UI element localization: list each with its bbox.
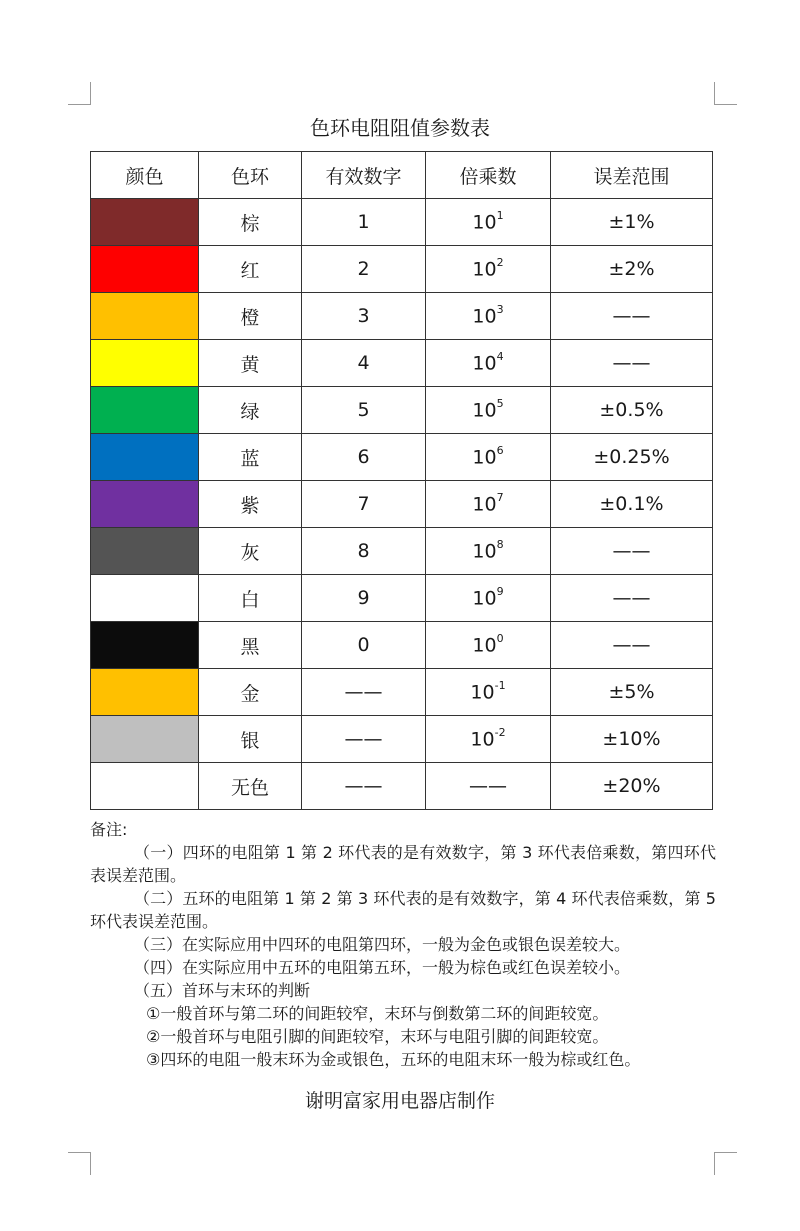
band-name: 红 <box>199 246 302 293</box>
multiplier-base: —— <box>469 775 507 797</box>
multiplier-base: 10 <box>472 446 497 469</box>
color-code-table <box>90 151 713 810</box>
page-title: 色环电阻阻值参数表 <box>310 116 490 140</box>
multiplier-base: 10 <box>472 587 497 610</box>
band-name: 黄 <box>199 340 302 387</box>
color-swatch-cell <box>91 293 199 340</box>
note-paragraph: （四）在实际应用中五环的电阻第五环，一般为棕色或红色误差较小。 <box>134 958 631 977</box>
digit-value: —— <box>302 763 426 810</box>
multiplier-base: 10 <box>472 399 497 422</box>
color-swatch <box>91 669 198 715</box>
color-swatch-cell <box>91 622 199 669</box>
color-swatch-cell <box>91 763 199 810</box>
multiplier-exponent: 0 <box>496 631 504 645</box>
color-swatch-cell <box>91 434 199 481</box>
header-band: 色环 <box>199 152 302 199</box>
color-swatch <box>91 387 198 433</box>
multiplier-value <box>426 246 551 293</box>
tolerance-value: ±2% <box>551 246 713 293</box>
multiplier-base: 10 <box>470 728 495 751</box>
table-header-row <box>91 152 713 199</box>
multiplier-exponent: -2 <box>494 725 506 739</box>
color-swatch-cell <box>91 481 199 528</box>
band-name: 金 <box>199 669 302 716</box>
note-paragraph: （三）在实际应用中四环的电阻第四环，一般为金色或银色误差较大。 <box>134 935 631 954</box>
header-digit: 有效数字 <box>302 152 426 199</box>
multiplier-value <box>426 716 551 763</box>
multiplier-exponent: 6 <box>496 443 504 457</box>
header-tolerance: 误差范围 <box>551 152 713 199</box>
multiplier-base: 10 <box>472 493 497 516</box>
digit-value: 6 <box>302 434 426 481</box>
digit-value: 3 <box>302 293 426 340</box>
multiplier-value <box>426 763 551 810</box>
tolerance-value: ±10% <box>551 716 713 763</box>
footer-credit: 谢明富家用电器店制作 <box>304 1090 495 1112</box>
tolerance-value: ±0.1% <box>551 481 713 528</box>
table-row <box>91 669 713 716</box>
multiplier-base: 10 <box>472 634 497 657</box>
tolerance-value: ±0.25% <box>551 434 713 481</box>
digit-value: 7 <box>302 481 426 528</box>
tolerance-value: —— <box>551 622 713 669</box>
table-row <box>91 434 713 481</box>
color-swatch <box>91 716 198 762</box>
digit-value: 8 <box>302 528 426 575</box>
table-row <box>91 293 713 340</box>
multiplier-base: 10 <box>472 352 497 375</box>
tolerance-value: —— <box>551 293 713 340</box>
band-name: 无色 <box>199 763 302 810</box>
band-name: 白 <box>199 575 302 622</box>
multiplier-exponent: 1 <box>496 208 504 222</box>
color-swatch <box>91 293 198 339</box>
multiplier-exponent: 9 <box>496 584 504 598</box>
table-row <box>91 528 713 575</box>
note-paragraph: （一）四环的电阻第 1 第 2 环代表的是有效数字，第 3 环代表倍乘数，第四环代表误差范围。 <box>90 843 716 885</box>
multiplier-exponent: 2 <box>496 255 504 269</box>
crop-mark-top-right <box>714 82 737 105</box>
digit-value: —— <box>302 716 426 763</box>
multiplier-exponent: 8 <box>496 537 504 551</box>
color-swatch <box>91 246 198 292</box>
digit-value: 5 <box>302 387 426 434</box>
color-swatch-cell <box>91 575 199 622</box>
color-swatch-cell <box>91 528 199 575</box>
color-swatch-cell <box>91 246 199 293</box>
band-name: 黑 <box>199 622 302 669</box>
multiplier-base: 10 <box>472 540 497 563</box>
color-swatch <box>91 481 198 527</box>
digit-value: 9 <box>302 575 426 622</box>
notes-section <box>90 818 716 1071</box>
multiplier-value <box>426 340 551 387</box>
tolerance-value: —— <box>551 575 713 622</box>
multiplier-base: 10 <box>470 681 495 704</box>
color-swatch <box>91 622 198 668</box>
header-multiplier: 倍乘数 <box>426 152 551 199</box>
multiplier-base: 10 <box>472 305 497 328</box>
multiplier-base: 10 <box>472 258 497 281</box>
color-swatch-cell <box>91 387 199 434</box>
table-row <box>91 716 713 763</box>
multiplier-exponent: 4 <box>496 349 504 363</box>
multiplier-exponent: 5 <box>496 396 504 410</box>
multiplier-value <box>426 387 551 434</box>
color-swatch <box>91 199 198 245</box>
table-row <box>91 622 713 669</box>
tolerance-value: —— <box>551 340 713 387</box>
color-swatch-cell <box>91 199 199 246</box>
table-row <box>91 246 713 293</box>
digit-value: 0 <box>302 622 426 669</box>
multiplier-exponent: 7 <box>496 490 504 504</box>
multiplier-value <box>426 481 551 528</box>
multiplier-value <box>426 669 551 716</box>
color-swatch <box>91 528 198 574</box>
band-name: 橙 <box>199 293 302 340</box>
digit-value: 1 <box>302 199 426 246</box>
digit-value: 2 <box>302 246 426 293</box>
table-row <box>91 481 713 528</box>
note-subitem: ②一般首环与电阻引脚的间距较窄，末环与电阻引脚的间距较宽。 <box>146 1027 609 1046</box>
tolerance-value: ±20% <box>551 763 713 810</box>
color-swatch-cell <box>91 340 199 387</box>
color-swatch <box>91 434 198 480</box>
crop-mark-top-left <box>68 82 91 105</box>
band-name: 紫 <box>199 481 302 528</box>
multiplier-value <box>426 434 551 481</box>
band-name: 灰 <box>199 528 302 575</box>
note-subitem: ①一般首环与第二环的间距较窄，末环与倒数第二环的间距较宽。 <box>146 1004 609 1023</box>
table-row <box>91 199 713 246</box>
crop-mark-bottom-right <box>714 1152 737 1175</box>
note-paragraph: （二）五环的电阻第 1 第 2 第 3 环代表的是有效数字，第 4 环代表倍乘数，第 5 环代表误差范围。 <box>90 889 716 931</box>
notes-heading: 备注: <box>90 820 128 839</box>
multiplier-base: 10 <box>472 211 497 234</box>
table-row <box>91 387 713 434</box>
color-swatch <box>91 340 198 386</box>
band-name: 蓝 <box>199 434 302 481</box>
crop-mark-bottom-left <box>68 1152 91 1175</box>
tolerance-value: ±5% <box>551 669 713 716</box>
tolerance-value: ±1% <box>551 199 713 246</box>
multiplier-exponent: -1 <box>494 678 506 692</box>
note-paragraph: （五）首环与末环的判断 <box>134 981 311 1000</box>
tolerance-value: —— <box>551 528 713 575</box>
digit-value: —— <box>302 669 426 716</box>
multiplier-value <box>426 575 551 622</box>
table-row <box>91 575 713 622</box>
note-subitem: ③四环的电阻一般末环为金或银色，五环的电阻末环一般为棕或红色。 <box>146 1050 641 1069</box>
color-swatch <box>91 763 198 809</box>
digit-value: 4 <box>302 340 426 387</box>
band-name: 银 <box>199 716 302 763</box>
multiplier-value <box>426 528 551 575</box>
band-name: 棕 <box>199 199 302 246</box>
tolerance-value: ±0.5% <box>551 387 713 434</box>
color-swatch-cell <box>91 669 199 716</box>
color-swatch-cell <box>91 716 199 763</box>
table-row <box>91 763 713 810</box>
multiplier-value <box>426 293 551 340</box>
multiplier-exponent: 3 <box>496 302 504 316</box>
table-row <box>91 340 713 387</box>
header-color: 颜色 <box>91 152 199 199</box>
multiplier-value <box>426 199 551 246</box>
color-swatch <box>91 575 198 621</box>
band-name: 绿 <box>199 387 302 434</box>
multiplier-value <box>426 622 551 669</box>
